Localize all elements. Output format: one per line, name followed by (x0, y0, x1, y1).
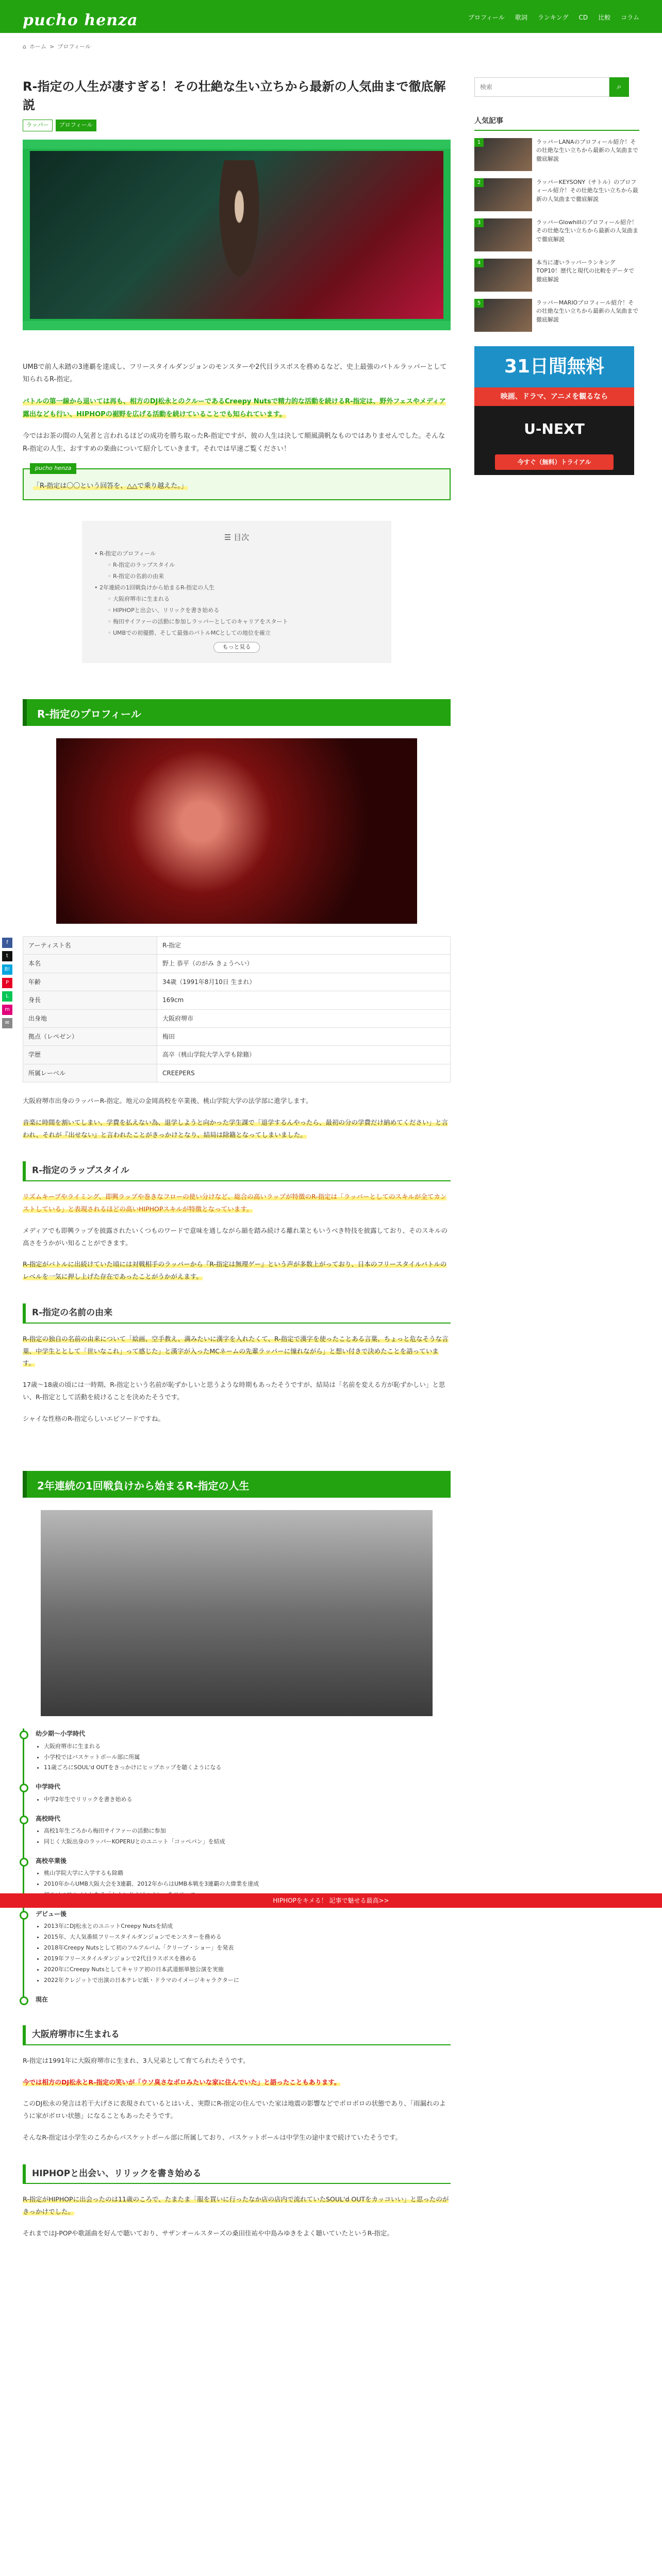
share-button[interactable]: P (2, 978, 12, 988)
table-row: 本名 野上 恭平（のがみ きょうへい） (23, 955, 451, 973)
toc-item[interactable]: ◦ R-指定のラップスタイル (108, 562, 175, 569)
timeline-item: • 2019年フリースタイルダンジョンで2代目ラスボスを務める (44, 1954, 451, 1964)
section-heading: R-指定のプロフィール (23, 699, 451, 726)
ranking-title-text: ラッパーMARIOプロフィール紹介！その壮絶な生い立ちから最新の人気曲まで徹底解説 (536, 299, 638, 323)
breadcrumb (23, 42, 91, 52)
timeline-item: • 高校1年生ごろから梅田サイファーの活動に参加 (44, 1826, 451, 1837)
paragraph: R-指定がHIPHOPに出会ったのは11歳のころで、たまたま「服を買いに行ったなか店の店内で流れていたSOUL'd OUTをカッコいい」と思ったのがきっかけでした。 (23, 2195, 449, 2216)
timeline-period: 中学時代 (36, 1782, 451, 1792)
table-of-contents (82, 521, 391, 663)
category-tag[interactable]: ラッパー (23, 120, 53, 131)
paragraph: そんなR-指定は小学生のころからバスケットボール部に所属しており、バスケットボールは中学生の途中まで続けていたそうです。 (23, 2133, 402, 2141)
timeline-period: 幼少期〜小学時代 (36, 1728, 451, 1739)
section-subheading: HIPHOPと出会い、リリックを書き始める (23, 2164, 451, 2184)
toc-item[interactable]: ◦ UMBでの初優勝、そして最強のバトルMCとしての地位を確立 (108, 630, 271, 637)
page-title: R-指定の人生が凄すぎる！その壮絶な生い立ちから最新の人気曲まで徹底解説 (23, 79, 446, 112)
timeline-item: • 小学校ではバスケットボール部に所属 (44, 1752, 451, 1763)
list-icon: ☰ (224, 532, 234, 542)
paragraph: 今では相方のDJ松永とR-指定の笑いが「ウソ臭さなボロみたいな家に住んでいた」と語ったこともあります。 (23, 2078, 341, 2086)
callout-text: 「R-指定は〇〇という回答を、△△で乗り越えた。」 (33, 482, 188, 490)
intro (23, 361, 451, 456)
main-content (23, 77, 451, 2240)
ranking-title-text: ラッパーKEYSONY（サトル）のプロフィール紹介！その壮絶な生い立ちから最新の人気曲まで徹底解説 (536, 178, 638, 202)
category-tags (23, 120, 451, 131)
nav-item[interactable]: プロフィール (468, 14, 505, 21)
paragraph: リズムキープやライミング、即興ラップや巻きなフローの使い分けなど、総合の高いラップが特徴のR-指定は「ラッパーとしてのスキルが全てカンストしている」と表現されるほどの高いHIPHOPスキルが特徴となっています。 (23, 1193, 447, 1213)
table-row: 身長 169cm (23, 991, 451, 1009)
group-photo (41, 1510, 433, 1716)
timeline-item: • 11歳ごろにSOUL'd OUTをきっかけにヒップホップを聴くようになる (44, 1762, 451, 1773)
timeline-period: 現在 (36, 1994, 451, 2005)
ranking-list (474, 138, 639, 332)
intro-paragraph: 今ではお茶の間の人気者と言われるほどの成功を勝ち取ったR-指定ですが、彼の人生は決して順風満帆なものではありませんでした。そんなR-指定の人生、おすすめの楽曲について紹介していきます。それでは早速ご覧ください！ (23, 432, 445, 453)
ad-headline: 31日間無料 (474, 346, 634, 387)
timeline-period: デビュー後 (36, 1909, 451, 1919)
paragraph: 音楽に時間を割いてしまい、学費を払えない為、退学しようと向かった学生課で「退学するんやったら、最初の分の学費だけ納めてください」と言われ、それが『出せない』と言われたことがきっかけとなり、結局は除籍となってしまいました。 (23, 1118, 449, 1139)
section-subheading: R-指定の名前の由来 (23, 1303, 451, 1324)
ranking-thumbnail: 5 (474, 299, 532, 332)
ranking-title-text: 本当に凄いラッパーランキングTOP10！歴代と現代の比較をデータで徹底解説 (536, 259, 635, 283)
toc-title: ☰ 目次 (224, 532, 250, 542)
share-button[interactable]: m (2, 1005, 12, 1015)
paragraph: 大阪府堺市出身のラッパーR-指定。地元の金岡高校を卒業後、桃山学院大学の法学部に進学します。 (23, 1097, 312, 1105)
search-input[interactable] (474, 77, 609, 97)
timeline-item: • 2015年、大人気番組フリースタイルダンジョンでモンスターを務める (44, 1932, 451, 1943)
ad-subline: 映画、ドラマ、アニメを観るなら (474, 387, 634, 406)
paragraph: メディアでも即興ラップを披露されたいくつものワードで意味を通しながら韻を踏み続ける離れ業ともいうべき特技を披露しており、そのスキルの高さをうかがい知ることができます。 (23, 1226, 448, 1247)
callout-box (23, 464, 451, 500)
share-button[interactable]: f (2, 938, 12, 948)
table-row: 拠点（レペゼン） 梅田 (23, 1028, 451, 1046)
table-row: アーティスト名 R-指定 (23, 937, 451, 955)
timeline-item: • 2018年Creepy Nutsとして初のフルアルバム「クリープ・ショー」を発表 (44, 1943, 451, 1954)
table-row: 学歴 高卒（桃山学院大学入学も除籍） (23, 1046, 451, 1064)
nav-item[interactable]: 比較 (598, 14, 611, 21)
timeline-item: • 2022年クレジットで出演の日本テレビ紙・ドラマのイメージキャラクターに (44, 1975, 451, 1986)
table-row: 所属レーベル CREEPERS (23, 1064, 451, 1082)
share-buttons (2, 938, 12, 1028)
performer-silhouette (208, 160, 270, 315)
ranking-thumbnail: 2 (474, 178, 532, 211)
profile-table (23, 936, 451, 1082)
search-button[interactable] (609, 77, 629, 97)
section-subheading: 大阪府堺市に生まれる (23, 2025, 451, 2045)
nav-item[interactable]: 歌詞 (515, 14, 527, 21)
site-logo[interactable]: pucho henza (23, 11, 138, 29)
timeline-item: • 2020年にCreepy Nutsとしてキャリア初の日本武道館単独公演を実施 (44, 1964, 451, 1975)
ranking-item[interactable] (474, 259, 639, 292)
section-heading: 2年連続の1回戦負けから始まるR-指定の人生 (23, 1471, 451, 1498)
ranking-title: 人気記事 (474, 115, 639, 131)
timeline-event (36, 1994, 451, 2005)
paragraph: それまではJ-POPや歌謡曲を好んで聴いており、サザンオールスターズの桑田佳祐や中島みゆきをよく聴いていたというR-指定。 (23, 2229, 393, 2237)
ranking-title-text: ラッパーLANAのプロフィール紹介！その壮絶な生い立ちから最新の人気曲まで徹底解説 (536, 138, 638, 162)
ranking-item[interactable] (474, 218, 639, 251)
site-header (0, 0, 662, 33)
callout-label: pucho henza (30, 463, 76, 474)
ranking-item[interactable] (474, 178, 639, 211)
search-box (474, 77, 639, 97)
toc-item[interactable]: ◦ 梅田サイファーの活動に参加しラッパーとしてのキャリアをスタート (108, 618, 288, 625)
ranking-item[interactable] (474, 299, 639, 332)
paragraph: R-指定は1991年に大阪府堺市に生まれ、3人兄弟として育てられたそうです。 (23, 2056, 250, 2064)
section-subheading: R-指定のラップスタイル (23, 1161, 451, 1181)
eyecatch-image (23, 140, 451, 330)
timeline-item: • 大阪府堺市に生まれる (44, 1741, 451, 1752)
share-button[interactable]: L (2, 991, 12, 1002)
paragraph: R-指定がバトルに出続けていた頃には対戦相手のラッパーから『R-指定は無理ゲー』という声が多数上がっており、日本のフリースタイルバトルのレベルを一気に押し上げた存在であったことがうかがえます。 (23, 1260, 447, 1281)
breadcrumb-home[interactable]: ホーム (29, 43, 46, 50)
nav-item[interactable]: コラム (621, 14, 639, 21)
timeline-item: • 2013年にDJ松永とのユニットCreepy Nutsを結成 (44, 1921, 451, 1932)
ranking-thumbnail: 1 (474, 138, 532, 171)
ranking-title-text: ラッパーGlowhillのプロフィール紹介！その壮絶な生い立ちから最新の人気曲まで徹底解説 (536, 218, 638, 243)
timeline-period: 高校時代 (36, 1814, 451, 1824)
toc-item[interactable]: ◦ 大阪府堺市に生まれる (108, 596, 170, 603)
paragraph: 17歳〜18歳の頃には一時期、R-指定という名前が恥ずかしいと思うような時期もあったそうですが、結局は「名前を変える方が恥ずかしい」と思い、R-指定として活動を続けることを決めたそうです。 (23, 1381, 445, 1401)
timeline-item: • 同じく大阪出身のラッパーKOPERUとのユニット「コッペパン」を結成 (44, 1837, 451, 1848)
intro-paragraph: UMBで前人未踏の3連覇を達成し、フリースタイルダンジョンのモンスターや2代目ラスボスを務めるなど、史上最強のバトルラッパーとして知られるR-指定。 (23, 363, 447, 384)
home-icon: ⌂ (23, 43, 26, 50)
ranking-thumbnail: 3 (474, 218, 532, 251)
share-button[interactable]: ✉ (2, 1018, 12, 1028)
paragraph: R-指定の独自の名前の由来について「絵画、空手教え、満みたいに漢字を入れたくて、R-指定で漢字を使ったことある言葉、ちょっと危なそうな言葉、中学生ととして「世いなこれ」って感じた」と漢字が入ったMCネームの先輩ラッパーに憧れながら」と想い付きで決めたことを語っています。 (23, 1334, 449, 1367)
share-button[interactable]: B! (2, 964, 12, 975)
unext-ad[interactable] (474, 346, 634, 475)
timeline-event (36, 1728, 451, 1773)
paragraph: シャイな性格のR-指定らしいエピソードですね。 (23, 1414, 164, 1422)
ad-brand: U-NEXT (524, 420, 585, 437)
timeline-event (36, 1782, 451, 1805)
profile-photo (56, 738, 417, 924)
toc-list (94, 548, 379, 639)
timeline-event (36, 1814, 451, 1848)
ad-cta-button[interactable]: 今すぐ（無料）トライアル (495, 454, 614, 470)
search-icon: ⌕ (617, 82, 622, 91)
toc-item[interactable]: ◦ HIPHOPと出会い、リリックを書き始める (108, 607, 220, 614)
timeline-item: • 2010年からUMB大阪大会を3連覇、2012年からはUMB本戦を3連覇の大偉業を達成 (44, 1879, 451, 1890)
paragraph: このDJ松永の発言は若干大げさに表現されているとはいえ、実際にR-指定の住んでいた家は地震の影響などでボロボロの状態であり、「雨漏れのように家がボロい状態」になることもあったそうです。 (23, 2099, 446, 2120)
ranking-thumbnail: 4 (474, 259, 532, 292)
promo-bar[interactable]: HIPHOPをキメる！ 記事で魅せる最高>> (0, 1893, 662, 1908)
table-row: 出身地 大阪府堺市 (23, 1009, 451, 1027)
breadcrumb-sep: > (49, 43, 55, 50)
nav-item[interactable]: ランキング (537, 14, 569, 21)
share-button[interactable]: t (2, 951, 12, 961)
toc-item[interactable]: ◦ R-指定の名前の由来 (108, 573, 164, 580)
intro-paragraph: バトルの第一線から退いては再も、相方のDJ松永とのクルーであるCreepy Nutsで精力的な活動を続けるR-指定は、野外フェスやメディア露出なども行い、HIPHOPの裾野を広げる活動を続けていることでも知られています。 (23, 398, 446, 418)
breadcrumb-current[interactable]: プロフィール (57, 43, 91, 50)
nav-item[interactable]: CD (578, 14, 588, 21)
global-nav (468, 12, 639, 23)
toc-more-button[interactable]: もっと見る (213, 642, 260, 653)
ranking-item[interactable] (474, 138, 639, 171)
timeline (23, 1728, 451, 2005)
timeline-period: 高校卒業後 (36, 1856, 451, 1866)
toc-item[interactable]: • 2年連続の1回戦負けから始まるR-指定の人生 (94, 584, 215, 591)
sidebar (474, 77, 639, 475)
category-tag[interactable]: プロフィール (56, 120, 96, 131)
timeline-event (36, 1909, 451, 1986)
toc-item[interactable]: • R-指定のプロフィール (94, 550, 156, 557)
timeline-item: • 中学2年生でリリックを書き始める (44, 1794, 451, 1805)
timeline-item: • 桃山学院大学に入学するも除籍 (44, 1868, 451, 1879)
table-row: 年齢 34歳（1991年8月10日 生まれ） (23, 973, 451, 991)
